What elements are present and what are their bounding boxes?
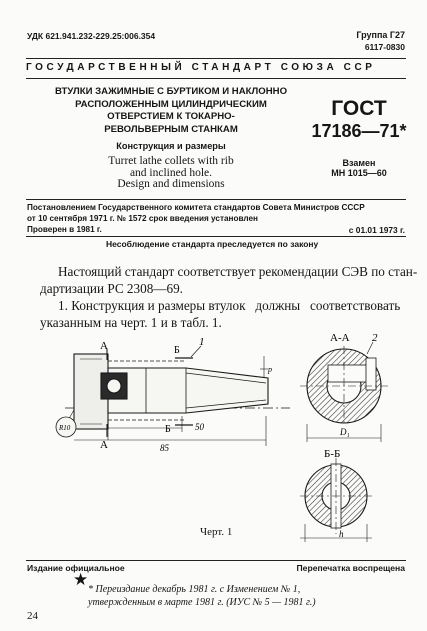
title-en-line: Design and dimensions xyxy=(117,178,225,190)
state-standard-banner: ГОСУДАРСТВЕННЫЙ СТАНДАРТ СОЮЗА ССР xyxy=(26,62,376,73)
section-bb-view xyxy=(300,458,372,542)
udk-code: УДК 621.941.232-229.25:006.354 xyxy=(27,31,156,41)
dimension-h: h xyxy=(339,529,344,539)
decree-date: с 01.01 1973 г. xyxy=(348,225,405,235)
law-warning: Несоблюдение стандарта преследуется по закону xyxy=(106,239,319,249)
section-a-marker-bottom: А xyxy=(100,439,108,451)
section-b-marker-top: Б xyxy=(174,345,180,356)
star-icon: ★ xyxy=(73,570,89,589)
replaces-label: Взамен xyxy=(342,158,376,168)
decree-line-3: Проверен в 1981 г. xyxy=(27,225,102,234)
decree-line-1: Постановлением Государственного комитета стандартов Совета Министров СССР xyxy=(27,203,365,212)
dimension-85: 85 xyxy=(160,443,169,453)
decree-line-2: от 10 сентября 1971 г. № 1572 срок введения установлен xyxy=(27,214,258,223)
reissue-note-line-1: * Переиздание декабрь 1981 г. с Изменением № 1, xyxy=(88,584,301,595)
reprint-forbidden: Перепечатка воспрещена xyxy=(296,563,405,573)
title-ru-line: РАСПОЛОЖЕННЫМ ЦИЛИНДРИЧЕСКИМ xyxy=(75,98,267,110)
replaces-value: МН 1015—60 xyxy=(331,168,387,178)
reissue-note-line-2: утвержденным в марте 1981 г. (ИУС № 5 — 1981 г.) xyxy=(88,597,316,608)
paragraph-1-line-1: Настоящий стандарт соответствует рекомендации СЭВ по стан- xyxy=(58,264,418,279)
leader-1-label: 1 xyxy=(199,336,205,348)
paragraph-1-line-2: дартизации РС 2308—69. xyxy=(40,281,183,296)
section-bb-title: Б-Б xyxy=(324,448,341,460)
collet-side-view xyxy=(56,346,290,446)
dimension-50: 50 xyxy=(195,422,204,432)
title-ru-line: ОТВЕРСТИЕМ К ТОКАРНО- xyxy=(107,111,235,123)
gost-label: ГОСТ xyxy=(331,97,387,120)
gost-number: 17186—71* xyxy=(311,121,407,141)
footer-rule xyxy=(26,560,406,561)
section-b-marker-bottom: Б xyxy=(165,424,171,435)
official-edition: Издание официальное xyxy=(27,563,125,573)
okp-code: 6117-0830 xyxy=(364,42,405,52)
title-ru-line: ВТУЛКИ ЗАЖИМНЫЕ С БУРТИКОМ И НАКЛОННО xyxy=(54,86,288,97)
roughness-mark: R10 xyxy=(59,424,71,432)
title-en-line: and inclined hole. xyxy=(129,166,213,179)
figure-caption: Черт. 1 xyxy=(200,526,233,538)
paragraph-2-line-2: указанным на черт. 1 и в табл. 1. xyxy=(40,315,222,330)
group-code: Группа Г27 xyxy=(356,30,405,40)
section-a-marker-top: А xyxy=(100,340,108,352)
dimension-p: p xyxy=(268,365,272,374)
leader-2-label: 2 xyxy=(372,332,378,344)
page-number: 24 xyxy=(27,610,38,622)
subtitle-ru: Конструкция и размеры xyxy=(116,141,226,151)
paragraph-2-line-1: 1. Конструкция и размеры втулок должны соответствовать xyxy=(58,298,401,313)
dimension-d1: D₁ xyxy=(340,427,350,437)
section-aa-title: А-А xyxy=(330,332,350,344)
title-ru-line: РЕВОЛЬВЕРНЫМ СТАНКАМ xyxy=(104,123,238,135)
title-en-line: Turret lathe collets with rib xyxy=(108,155,234,167)
